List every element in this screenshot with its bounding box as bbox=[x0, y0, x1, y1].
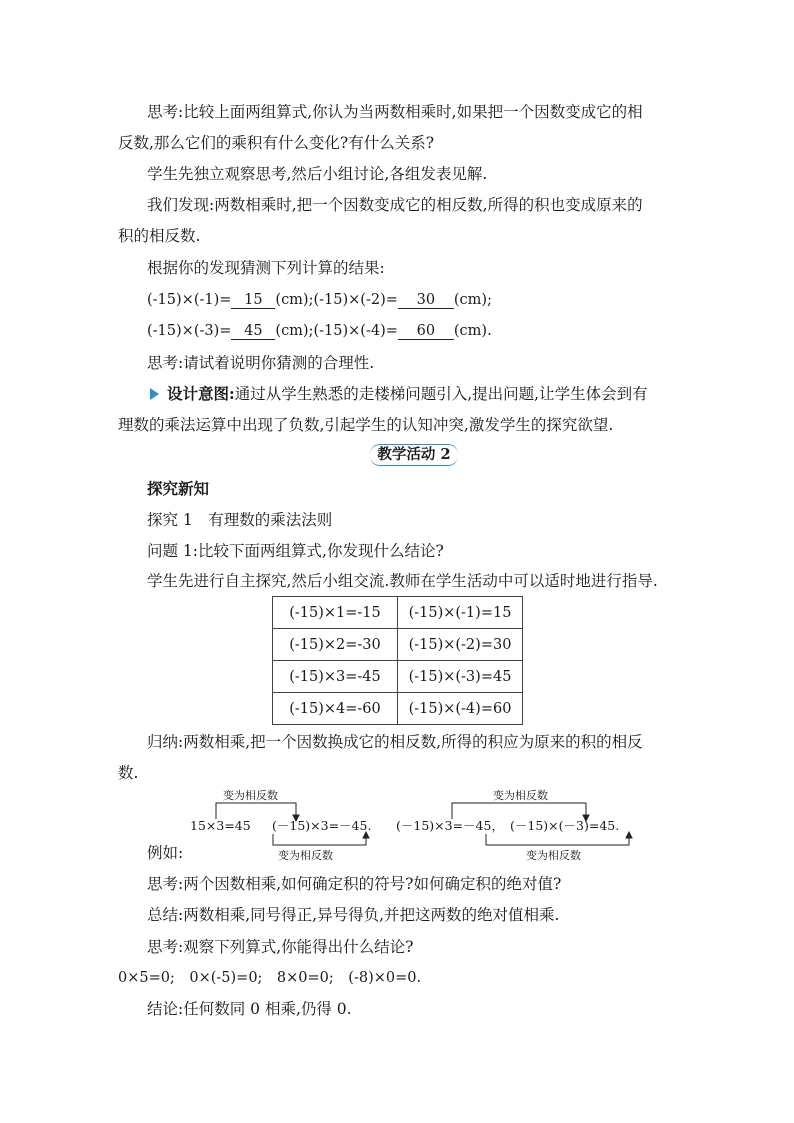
equation: 15×3=45 bbox=[190, 818, 251, 833]
expr: (-15)×(-4)= bbox=[313, 323, 398, 339]
answer-blank: 30 bbox=[398, 292, 454, 309]
multiplication-table bbox=[272, 596, 523, 725]
paragraph-conclusion: 结论:任何数同 0 相乘,仍得 0. bbox=[147, 1000, 352, 1018]
example-label: 例如: bbox=[147, 844, 184, 862]
paragraph-students: 学生先独立观察思考,然后小组讨论,各组发表见解. bbox=[147, 165, 488, 183]
paragraph-guess: 根据你的发现猜测下列计算的结果: bbox=[147, 259, 385, 277]
table-row bbox=[273, 629, 523, 661]
design-text: 通过从学生熟悉的走楼梯问题引入,提出问题,让学生体会到有 bbox=[234, 385, 648, 403]
paragraph-think-cont: 反数,那么它们的乘积有什么变化?有什么关系? bbox=[118, 134, 435, 152]
table-row bbox=[273, 693, 523, 725]
expr: (-15)×(-2)= bbox=[313, 292, 398, 308]
paragraph-found-cont: 积的相反数. bbox=[118, 227, 201, 245]
table-cell: (-15)×3=-45 bbox=[273, 661, 398, 693]
fill-in-row-1 bbox=[147, 290, 492, 310]
design-text-cont: 理数的乘法运算中出现了负数,引起学生的认知冲突,激发学生的探究欲望. bbox=[118, 416, 614, 434]
table-cell: (-15)×4=-60 bbox=[273, 693, 398, 725]
zero-equations: 0×5=0; 0×(-5)=0; 8×0=0; (-8)×0=0. bbox=[118, 970, 422, 986]
unit: (cm); bbox=[275, 292, 314, 308]
top-label-right: 变为相反数 bbox=[493, 789, 548, 802]
paragraph-think-4: 思考:观察下列算式,你能得出什么结论? bbox=[147, 938, 414, 956]
paragraph-induction: 归纳:两数相乘,把一个因数换成它的相反数,所得的积应为原来的积的相反 bbox=[147, 733, 643, 751]
paragraph-think-3: 思考:两个因数相乘,如何确定积的符号?如何确定积的绝对值? bbox=[147, 875, 562, 893]
paragraph-found: 我们发现:两数相乘时,把一个因数变成它的相反数,所得的积也变成原来的 bbox=[147, 196, 643, 214]
table-row bbox=[273, 597, 523, 629]
expr: (-15)×(-3)= bbox=[147, 323, 232, 339]
equation: (－15)×3=－45， bbox=[396, 818, 504, 833]
answer-blank: 15 bbox=[231, 292, 275, 309]
bottom-label-right: 变为相反数 bbox=[526, 849, 581, 862]
fill-in-row-2 bbox=[147, 321, 492, 341]
question-1: 问题 1:比较下面两组算式,你发现什么结论? bbox=[147, 542, 444, 560]
table-cell: (-15)×(-3)=45 bbox=[398, 661, 523, 693]
section-title: 探究新知 bbox=[147, 479, 210, 498]
unit: (cm). bbox=[453, 323, 492, 339]
answer-blank: 45 bbox=[231, 323, 275, 340]
top-label-left: 变为相反数 bbox=[223, 789, 278, 802]
top-bracket-left bbox=[216, 803, 296, 819]
table-cell: (-15)×(-1)=15 bbox=[398, 597, 523, 629]
equation: (－15)×3=－45. bbox=[272, 818, 372, 833]
design-label: 设计意图: bbox=[167, 384, 235, 403]
table-cell: (-15)×(-2)=30 bbox=[398, 629, 523, 661]
paragraph-think-2: 思考:请试着说明你猜测的合理性. bbox=[147, 354, 375, 372]
table-row bbox=[273, 661, 523, 693]
design-intent bbox=[150, 384, 648, 404]
top-bracket-right bbox=[452, 803, 586, 819]
unit: (cm); bbox=[453, 292, 492, 308]
paragraph-induction-cont: 数. bbox=[118, 764, 139, 782]
equation: (－15)×(－3)=45. bbox=[510, 818, 620, 833]
arrowhead bbox=[626, 832, 632, 838]
table-cell: (-15)×(-4)=60 bbox=[398, 693, 523, 725]
bottom-bracket-right bbox=[486, 834, 629, 845]
sign-change-diagram bbox=[188, 787, 638, 867]
table-cell: (-15)×2=-30 bbox=[273, 629, 398, 661]
bottom-label-left: 变为相反数 bbox=[278, 849, 333, 862]
table-cell: (-15)×1=-15 bbox=[273, 597, 398, 629]
paragraph-summary: 总结:两数相乘,同号得正,异号得负,并把这两数的绝对值相乘. bbox=[147, 906, 560, 924]
activity-heading: 教学活动 2 bbox=[370, 444, 458, 466]
expr: (-15)×(-1)= bbox=[147, 292, 232, 308]
paragraph-think: 思考:比较上面两组算式,你认为当两数相乘时,如果把一个因数变成它的相 bbox=[147, 103, 643, 121]
answer-blank: 60 bbox=[398, 323, 454, 340]
bottom-bracket-left bbox=[273, 834, 366, 845]
paragraph-students-2: 学生先进行自主探究,然后小组交流.教师在学生活动中可以适时地进行指导. bbox=[147, 572, 658, 590]
unit: (cm); bbox=[275, 323, 314, 339]
triangle-marker-icon bbox=[150, 388, 159, 400]
explore-title: 探究 1 有理数的乘法法则 bbox=[147, 511, 333, 529]
